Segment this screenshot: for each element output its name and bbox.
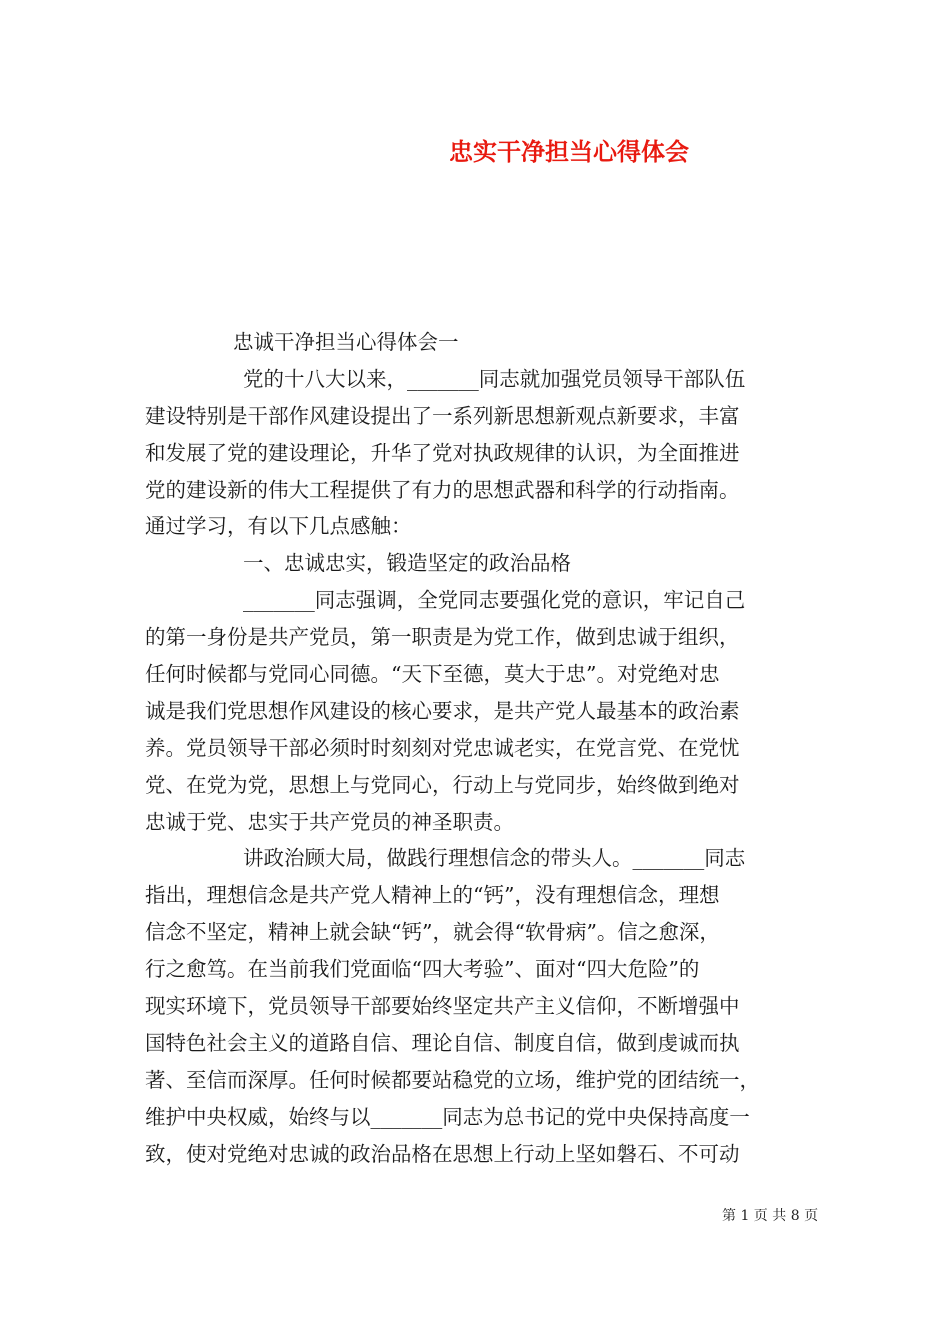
text-line: 党的十八大以来，_______同志就加强党员领导干部队伍 xyxy=(243,366,746,391)
text-line: 著、至信而深厚。任何时候都要站稳党的立场，维护党的团结统一， xyxy=(145,1067,760,1092)
text-line: 指出，理想信念是共产党人精神上的“钙”，没有理想信念，理想 xyxy=(145,883,720,908)
text-line: 一、忠诚忠实，锻造坚定的政治品格 xyxy=(243,551,571,576)
text-line: 现实环境下，党员领导干部要始终坚定共产主义信仰，不断增强中 xyxy=(145,994,740,1019)
text-line: 党的建设新的伟大工程提供了有力的思想武器和科学的行动指南。 xyxy=(145,477,740,502)
document-title: 忠实干净担当心得体会 xyxy=(449,137,689,166)
text-line: 忠诚于党、忠实于共产党员的神圣职责。 xyxy=(145,809,514,834)
text-line: 和发展了党的建设理论，升华了党对执政规律的认识，为全面推进 xyxy=(145,440,740,465)
text-line: 通过学习，有以下几点感触： xyxy=(145,514,412,539)
text-line: 行之愈笃。在当前我们党面临“四大考验”、面对“四大危险”的 xyxy=(145,957,700,982)
text-line: 维护中央权威，始终与以_______同志为总书记的党中央保持高度一 xyxy=(145,1104,750,1129)
text-line: 讲政治顾大局，做践行理想信念的带头人。_______同志 xyxy=(243,846,746,871)
text-line: 诚是我们党思想作风建设的核心要求，是共产党人最基本的政治素 xyxy=(145,698,740,723)
document-body xyxy=(145,324,813,1172)
page-footer: 第 1 页 共 8 页 xyxy=(722,1208,819,1224)
text-line: 信念不坚定，精神上就会缺“钙”，就会得“软骨病”。信之愈深， xyxy=(145,920,720,945)
text-line: 党、在党为党，思想上与党同心，行动上与党同步，始终做到绝对 xyxy=(145,772,740,797)
text-line: 任何时候都与党同心同德。“天下至德，莫大于忠”。对党绝对忠 xyxy=(145,662,720,687)
text-line: 国特色社会主义的道路自信、理论自信、制度自信，做到虔诚而执 xyxy=(145,1030,740,1055)
text-line: 建设特别是干部作风建设提出了一系列新思想新观点新要求，丰富 xyxy=(145,403,740,428)
text-line: _______同志强调，全党同志要强化党的意识，牢记自己 xyxy=(243,588,746,613)
text-line: 的第一身份是共产党员，第一职责是为党工作，做到忠诚于组织， xyxy=(145,625,740,650)
text-line: 忠诚干净担当心得体会一 xyxy=(233,330,459,354)
text-line: 致，使对党绝对忠诚的政治品格在思想上行动上坚如磐石、不可动 xyxy=(145,1141,740,1166)
text-line: 养。党员领导干部必须时时刻刻对党忠诚老实，在党言党、在党忧 xyxy=(145,735,740,760)
